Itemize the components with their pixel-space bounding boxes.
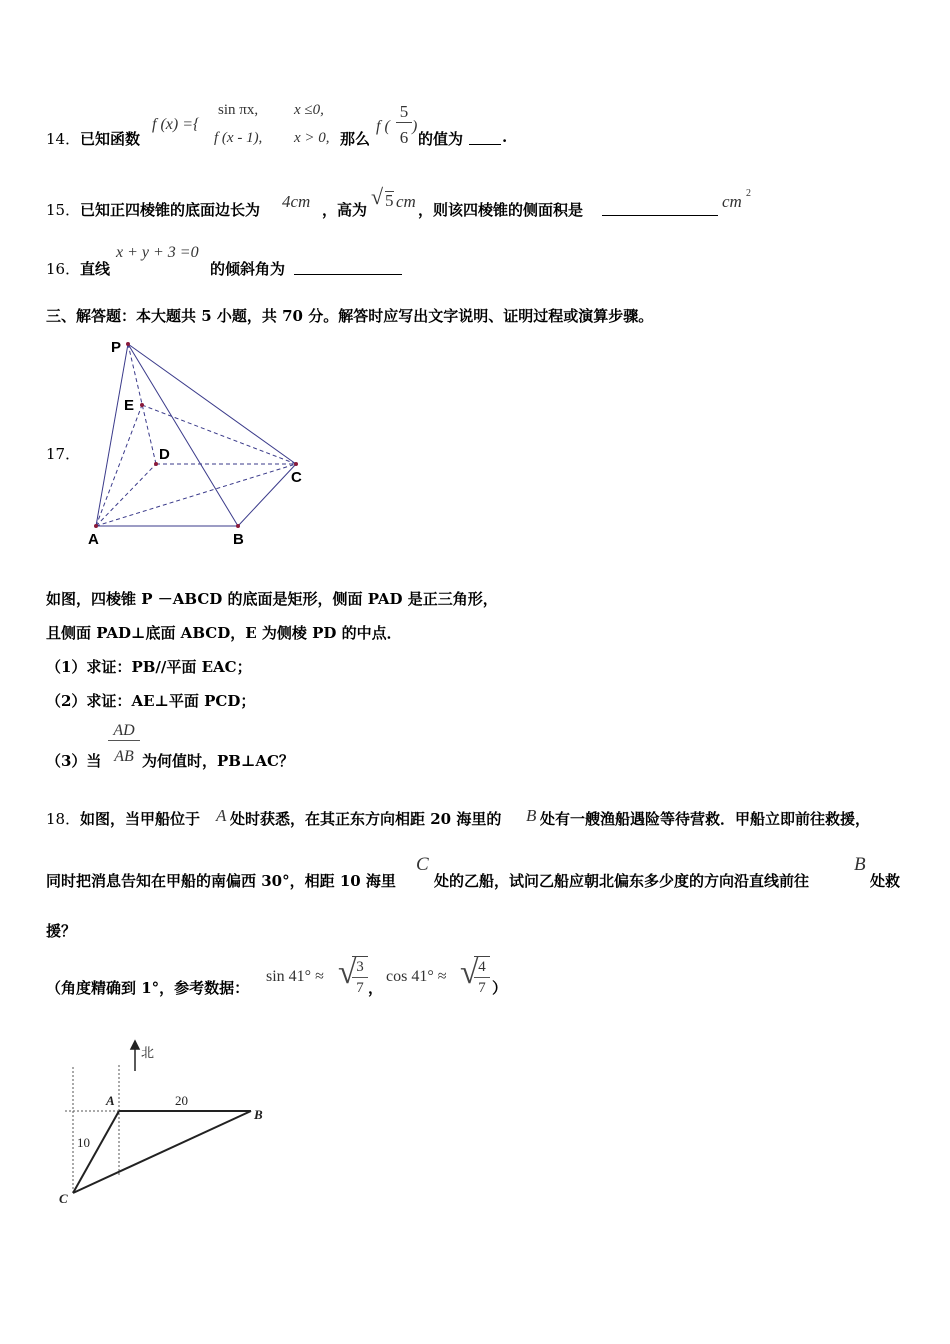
question-16 [46, 242, 446, 278]
q14-then: 那么 [340, 130, 371, 148]
q18-sin-num: 3 [352, 956, 368, 978]
label-E: E [124, 397, 135, 414]
label-D: D [159, 446, 170, 463]
q16-part1: 直线 [80, 260, 111, 278]
q16-part2: 的倾斜角为 [210, 260, 286, 278]
q18-cos-sqrt-sign: √ [460, 954, 479, 991]
q15-number: 15． [46, 201, 81, 219]
q17-pyramid-figure [80, 330, 320, 555]
q14-frac-num: 5 [396, 102, 412, 123]
q17-sub1: （1）求证：PB//平面 EAC； [46, 658, 252, 676]
label-ab-distance: 20 [175, 1093, 188, 1108]
label-C: C [291, 469, 302, 486]
q17-sub2: （2）求证：AE⊥平面 PCD； [46, 692, 256, 710]
north-arrow-icon [131, 1041, 139, 1049]
q14-case1-cond: x ≤0, [294, 102, 324, 118]
q18-line2 [46, 852, 926, 892]
q14-fx: f (x) ={ [152, 116, 200, 133]
q14-prefix: 已知函数 [80, 130, 141, 148]
q14-answer-blank[interactable] [469, 130, 501, 145]
q18-var-C: C [416, 854, 429, 875]
q18-line3: 援？ [46, 922, 77, 940]
q17-sub3-num: AD [108, 722, 140, 741]
q18-number: 18． [46, 810, 81, 828]
section-3-heading: 三、解答题：本大题共 5 小题，共 70 分。解答时应写出文字说明、证明过程或演算步骤。 [46, 307, 654, 325]
q18-var-B2: B [854, 854, 866, 875]
q18-navigation-figure [55, 1035, 285, 1215]
q14-case2-expr: f (x - 1), [214, 130, 263, 146]
q14-case1-expr: sin πx, [218, 102, 259, 118]
label-ac-distance: 10 [77, 1135, 90, 1150]
segment-CB [73, 1111, 251, 1193]
q18-l2-c: 处救 [870, 872, 901, 890]
q18-l1-a: 如图，当甲船位于 [80, 810, 201, 828]
q18-l1-c: 处有一艘渔船遇险等待营救．甲船立即前往救援， [540, 810, 871, 828]
label-P: P [111, 339, 122, 356]
q16-equation: x + y + 3 =0 [116, 244, 199, 261]
q18-l2-b: 处的乙船，试问乙船应朝北偏东多少度的方向沿直线前往 [434, 872, 810, 890]
q14-end: . [502, 128, 508, 146]
label-B: B [233, 531, 244, 548]
q18-var-B: B [526, 806, 537, 825]
edge-PC [128, 344, 296, 464]
question-14 [46, 100, 566, 160]
segment-AC [73, 1111, 119, 1193]
q17-line2: 且侧面 PAD⊥底面 ABCD，E 为侧棱 PD 的中点． [46, 624, 402, 642]
q15-part3: ，则该四棱锥的侧面积是 [418, 201, 584, 219]
label-A: A [88, 531, 99, 548]
q18-sin-label: sin 41° ≈ [266, 968, 324, 985]
q14-number: 14． [46, 130, 81, 148]
q18-ref-pre: （角度精确到 1°，参考数据： [46, 979, 250, 997]
q16-number: 16． [46, 260, 81, 278]
q18-cos-num: 4 [474, 956, 490, 978]
q17-sub3-den: AB [114, 748, 134, 765]
q18-line1 [46, 806, 926, 830]
q18-sin-den: 7 [356, 980, 364, 996]
q15-answer-blank[interactable] [602, 201, 718, 216]
q15-part2: ，高为 [322, 201, 368, 219]
question-15 [46, 186, 766, 222]
q15-height-rad: 5 [385, 191, 394, 210]
q18-cos-den: 7 [478, 980, 486, 996]
q15-base: 4cm [282, 192, 311, 211]
q15-sqrt-sign: √ [371, 184, 384, 209]
q14-frac-den: 6 [399, 128, 409, 147]
q15-unit-exp: 2 [746, 188, 751, 199]
label-B: B [254, 1107, 263, 1122]
q17-sub3-post: 为何值时，PB⊥AC？ [142, 752, 294, 770]
q17-number: 17． [46, 445, 81, 463]
q18-comma: ， [368, 979, 384, 997]
q18-ref-post: ） [492, 979, 508, 997]
q14-f-open: f ( [376, 118, 390, 135]
q17-line1: 如图，四棱锥 P －ABCD 的底面是矩形，侧面 PAD 是正三角形， [46, 590, 498, 608]
q14-suffix: 的值为 [418, 130, 464, 148]
edge-AE [96, 405, 142, 526]
edge-PA [96, 344, 128, 526]
q15-unit: cm [722, 192, 742, 211]
q14-f-close: ) [412, 118, 418, 135]
q18-reference [46, 952, 546, 1008]
q17-sub3 [46, 720, 346, 770]
q18-var-A: A [216, 806, 227, 825]
q16-answer-blank[interactable] [294, 260, 402, 275]
q15-height-unit: cm [396, 192, 416, 211]
q18-sin-sqrt-sign: √ [338, 954, 357, 991]
label-north: 北 [141, 1046, 155, 1061]
q18-l1-b: 处时获悉，在其正东方向相距 20 海里的 [230, 810, 502, 828]
q14-case2-cond: x > 0, [294, 130, 330, 146]
label-A: A [106, 1093, 115, 1108]
q18-cos-label: cos 41° ≈ [386, 968, 447, 985]
q15-part1: 已知正四棱锥的底面边长为 [80, 201, 261, 219]
q18-l2-a: 同时把消息告知在甲船的南偏西 30°，相距 10 海里 [46, 872, 396, 890]
label-C: C [59, 1191, 68, 1206]
q17-sub3-pre: （3）当 [46, 752, 102, 770]
